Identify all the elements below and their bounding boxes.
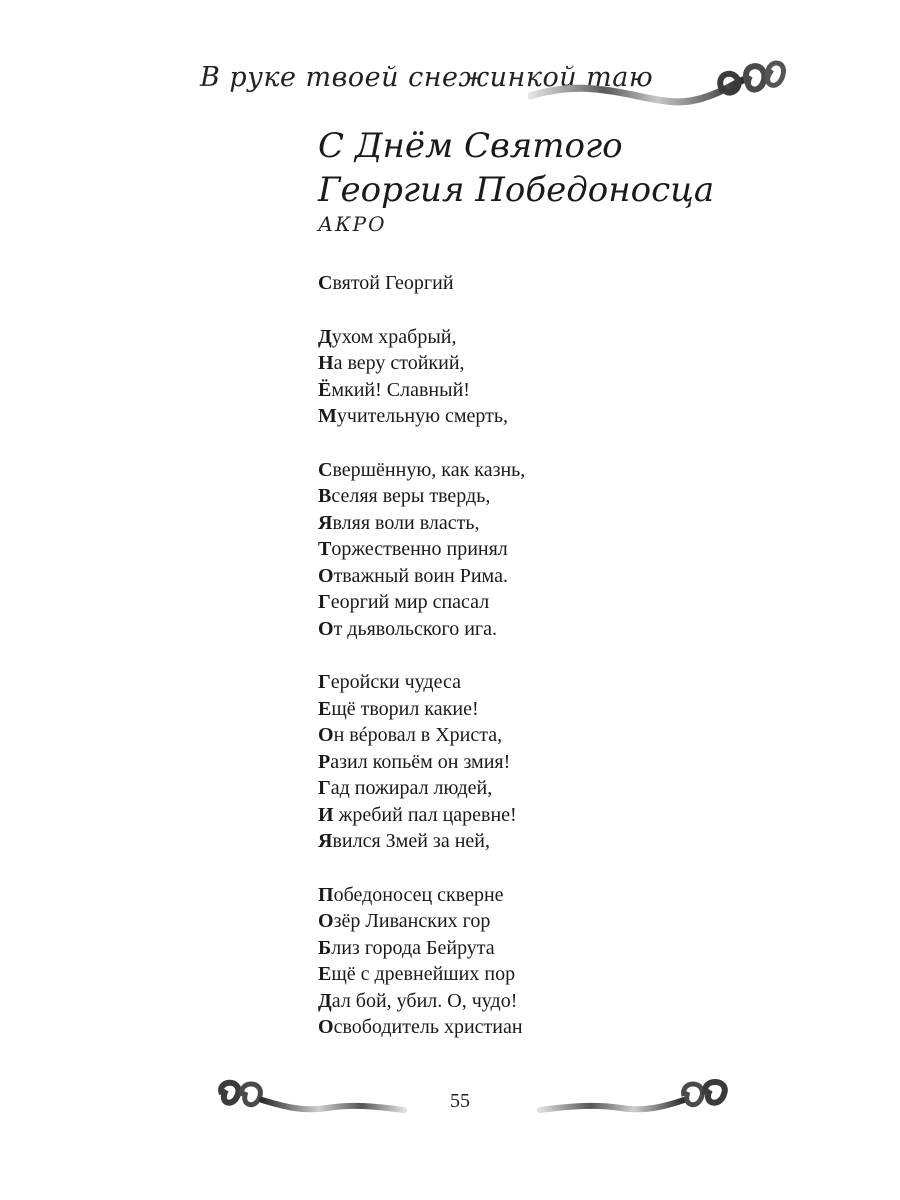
ribbon-ornament-top (528, 54, 790, 110)
poem-line (318, 882, 525, 909)
acrostic-initial: И (318, 803, 334, 826)
poem-line (318, 403, 525, 430)
line-text: оржественно принял (331, 538, 508, 560)
line-text: вятой Георгий (332, 272, 454, 294)
acrostic-initial: Р (318, 750, 331, 773)
poem-line (318, 935, 525, 962)
ribbon-ornament-bottom-left (212, 1076, 408, 1120)
line-text: вляя воли власть, (332, 511, 480, 534)
acrostic-initial: Я (318, 511, 333, 534)
acrostic-initial: М (318, 405, 337, 427)
line-text: тважный воин Рима. (333, 564, 508, 587)
line-text: мкий! Славный! (331, 378, 470, 401)
line-text: щё с древнейших пор (331, 963, 516, 985)
acrostic-initial: О (318, 724, 334, 746)
line-text: ад пожирал людей, (330, 777, 493, 799)
poem-body (318, 270, 525, 1068)
acrostic-initial: Г (318, 591, 331, 613)
acrostic-initial: В (318, 485, 332, 507)
poem-stanza (318, 669, 525, 855)
acrostic-initial: С (318, 458, 333, 481)
line-text: н вéровал в Христа, (333, 724, 503, 746)
poem-line (318, 828, 525, 855)
poem-line (318, 536, 525, 563)
poem-line (318, 589, 525, 616)
acrostic-initial: С (318, 272, 333, 294)
poem-line (318, 988, 525, 1015)
line-text: вершённую, как казнь, (332, 458, 526, 481)
line-text: учительную смерть, (336, 405, 509, 427)
line-text: ал бой, убил. О, чудо! (331, 989, 518, 1012)
poem-stanza (318, 324, 525, 430)
poem-line (318, 563, 525, 590)
acrostic-initial: О (318, 910, 334, 932)
poem-line (318, 457, 525, 484)
poem-line (318, 722, 525, 749)
acrostic-initial: Г (318, 777, 331, 799)
line-text: лиз города Бейрута (331, 936, 495, 959)
poem-line (318, 350, 525, 377)
poem-line (318, 1014, 525, 1041)
acrostic-initial: Е (318, 963, 332, 985)
acrostic-initial: Г (318, 671, 331, 693)
line-text: селяя веры твердь, (331, 485, 491, 507)
acrostic-initial: О (318, 564, 334, 587)
line-text: азил копьём он змия! (330, 750, 511, 773)
line-text: ухом храбрый, (331, 325, 457, 348)
poem-subtitle: АКРО (318, 212, 387, 236)
line-text: зёр Ливанских гор (333, 910, 491, 932)
acrostic-initial: Т (318, 538, 332, 560)
line-text: а веру стойкий, (333, 352, 465, 374)
poem-line (318, 483, 525, 510)
poem-line (318, 324, 525, 351)
ribbon-ornament-bottom-right (536, 1076, 732, 1120)
line-text: свободитель христиан (333, 1016, 523, 1038)
poem-stanza (318, 457, 525, 643)
poem-line (318, 775, 525, 802)
acrostic-initial: Б (318, 936, 332, 959)
line-text: вился Змей за ней, (332, 830, 490, 852)
title-line-2: Георгия Победоносца (318, 170, 715, 210)
poem-line (318, 908, 525, 935)
poem-line (318, 749, 525, 776)
line-text: щё творил какие! (331, 697, 479, 720)
poem-stanza (318, 270, 525, 297)
poem-line (318, 669, 525, 696)
line-text: т дьявольского ига. (333, 617, 498, 640)
line-text: еоргий мир спасал (330, 591, 490, 613)
poem-line (318, 270, 525, 297)
acrostic-initial: П (318, 883, 334, 906)
acrostic-initial: Д (318, 989, 332, 1012)
acrostic-initial: Я (318, 830, 333, 852)
poem-line (318, 616, 525, 643)
acrostic-initial: О (318, 617, 334, 640)
poem-title (318, 124, 714, 212)
acrostic-initial: Е (318, 697, 332, 720)
poem-line (318, 961, 525, 988)
poem-line (318, 377, 525, 404)
running-head: В руке твоей снежинкой таю (200, 62, 654, 93)
line-text: обедоносец скверне (333, 883, 504, 906)
title-line-1: С Днём Святого (318, 126, 623, 166)
acrostic-initial: Д (318, 325, 332, 348)
acrostic-initial: Н (318, 352, 334, 374)
line-text: еройски чудеса (330, 671, 461, 693)
page-number: 55 (450, 1090, 470, 1112)
acrostic-initial: О (318, 1016, 334, 1038)
poem-line (318, 802, 525, 829)
acrostic-initial: Ё (318, 378, 332, 401)
poem-stanza (318, 882, 525, 1041)
poem-line (318, 696, 525, 723)
poem-line (318, 510, 525, 537)
line-text: жребий пал царевне! (333, 803, 517, 826)
